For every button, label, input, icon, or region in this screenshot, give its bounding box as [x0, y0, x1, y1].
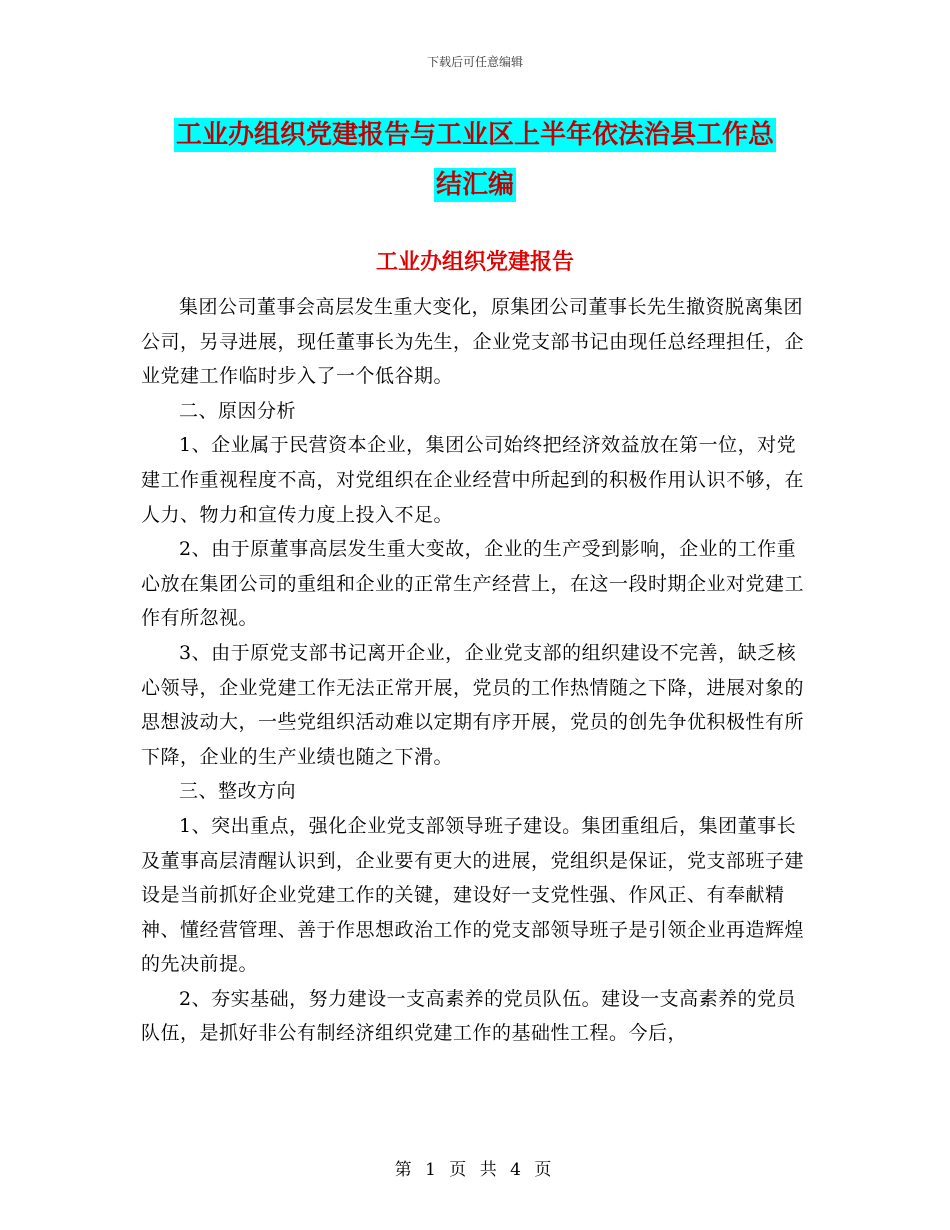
page-footer: 第 1 页 共 4 页: [394, 1160, 556, 1180]
header-note: 下载后可任意编辑: [426, 55, 523, 69]
document-title: [0, 110, 950, 210]
title-line-1: 工业办组织党建报告与工业区上半年依法治县工作总: [175, 120, 774, 150]
paragraph: 3、由于原党支部书记离开企业，企业党支部的组织建设不完善，缺乏核心领导，企业党建工作无法正常开展，党员的工作热情随之下降，进展对象的思想波动大，一些党组织活动难以定期有序开展，党员的创先争优积极性有所下降，企业的生产业绩也随之下滑。: [141, 641, 805, 768]
paragraph: 二、原因分析: [179, 399, 297, 422]
paragraph: 三、整改方向: [179, 780, 297, 803]
paragraph: 1、突出重点，强化企业党支部领导班子建设。集团重组后，集团董事长及董事高层清醒认识到，企业要有更大的进展，党组织是保证，党支部班子建设是当前抓好企业党建工作的关键，建设好一支党性强、作风正、有奉献精神、懂经营管理、善于作思想政治工作的党支部领导班子是引领企业再造辉煌的先决前提。: [141, 814, 805, 976]
title-line-2: 结汇编: [435, 170, 514, 200]
paragraph: 2、由于原董事高层发生重大变故，企业的生产受到影响，企业的工作重心放在集团公司的重组和企业的正常生产经营上，在这一段时期企业对党建工作有所忽视。: [141, 538, 805, 630]
body-text: [141, 290, 811, 1051]
paragraph: 集团公司董事会高层发生重大变化，原集团公司董事长先生撤资脱离集团公司，另寻进展，现任董事长为先生，企业党支部书记由现任总经理担任，企业党建工作临时步入了一个低谷期。: [141, 296, 805, 388]
paragraph: 2、夯实基础，努力建设一支高素养的党员队伍。建设一支高素养的党员队伍，是抓好非公有制经济组织党建工作的基础性工程。今后，: [141, 987, 797, 1045]
section-title: 工业办组织党建报告: [375, 249, 574, 275]
paragraph: 1、企业属于民营资本企业，集团公司始终把经济效益放在第一位，对党建工作重视程度不高，对党组织在企业经营中所起到的积极作用认识不够，在人力、物力和宣传力度上投入不足。: [141, 434, 805, 526]
